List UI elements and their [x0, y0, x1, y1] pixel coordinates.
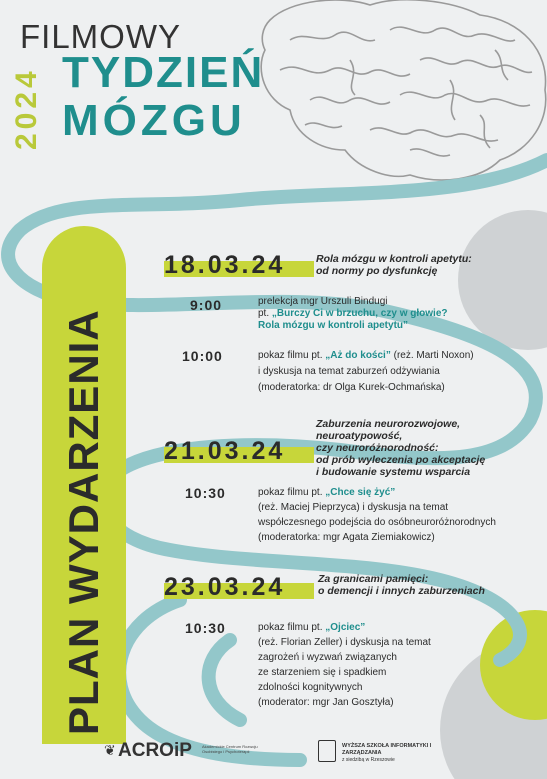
title-line-1: FILMOWY	[20, 18, 181, 55]
side-title: PLAN WYDARZENIA	[60, 309, 107, 735]
topic-line: Rola mózgu w kontroli apetytu:	[316, 253, 472, 265]
title-year: 2024	[10, 67, 43, 150]
acroip-logo-subtitle: Akademickie Centrum Rozwoju Osobistego i Psychoterapii	[202, 744, 258, 754]
day-1-date: 18.03.24	[164, 251, 286, 279]
day-3-date: 23.03.24	[164, 573, 286, 601]
day-1-event-1-time: 9:00	[190, 297, 223, 313]
topic-line: Za granicami pamięci:	[318, 573, 429, 585]
topic-line: czy neuroróżnorodność:	[316, 442, 439, 454]
desc-line: pokaz filmu pt. „Aż do kości” (reż. Marti Noxon)	[258, 350, 474, 361]
day-2-date: 21.03.24	[164, 437, 286, 465]
wsiz-logo: WYŻSZA SZKOŁA INFORMATYKI I ZARZĄDZANIA	[342, 743, 432, 756]
wsiz-logo-subtitle: z siedzibą w Rzeszowie	[342, 757, 395, 763]
day-2	[164, 437, 285, 466]
day-3	[164, 573, 285, 602]
desc-line: (reż. Maciej Pieprzyca) i dyskusja na temat	[258, 502, 449, 513]
day-1-event-2-desc	[258, 348, 474, 396]
day-2-event-1-time: 10:30	[185, 485, 226, 501]
day-3-event-1-desc	[258, 620, 431, 710]
topic-line: Zaburzenia neurorozwojowe,	[316, 418, 461, 430]
day-1-topic	[316, 253, 472, 277]
topic-line: od prób wyleczenia po akceptację	[316, 454, 486, 466]
acroip-logo: ACROiP	[118, 740, 192, 761]
day-2-event-1-desc	[258, 485, 496, 545]
desc-line: (reż. Florian Zeller) i dyskusja na temat	[258, 637, 431, 648]
topic-line: od normy po dysfunkcję	[316, 265, 438, 277]
wsiz-crest-icon	[318, 740, 336, 762]
day-3-topic	[318, 573, 485, 597]
desc-line: (moderatorka: mgr Agata Ziemiakowicz)	[258, 532, 435, 543]
desc-line: (moderatorka: dr Olga Kurek-Ochmańska)	[258, 382, 445, 393]
desc-line: (moderator: mgr Jan Gosztyła)	[258, 697, 394, 708]
desc-line: pokaz filmu pt. „Ojciec”	[258, 622, 366, 633]
day-1-event-1-desc	[258, 296, 448, 332]
acroip-logo-icon: ❦	[104, 742, 116, 758]
day-3-event-1-time: 10:30	[185, 620, 226, 636]
desc-line: zdolności kognitywnych	[258, 682, 363, 693]
day-1	[164, 251, 285, 280]
topic-line: neuroatypowość,	[316, 430, 403, 442]
topic-line: i budowanie systemu wsparcia	[316, 466, 471, 478]
desc-line: pokaz filmu pt. „Chce się żyć”	[258, 487, 396, 498]
desc-line: Rola mózgu w kontroli apetytu”	[258, 320, 409, 331]
desc-line: zagrożeń i wyzwań związanych	[258, 652, 397, 663]
day-2-topic	[316, 418, 485, 478]
desc-line: ze starzeniem się i spadkiem	[258, 667, 387, 678]
desc-line: pt. „Burczy Ci w brzuchu, czy w głowie?	[258, 308, 448, 319]
day-1-event-2-time: 10:00	[182, 348, 223, 364]
desc-line: współczesnego podejścia do osóbneuroróżnorodnych	[258, 517, 496, 528]
desc-line: prelekcja mgr Urszuli Bindugi	[258, 296, 388, 307]
title-line-3: MÓZGU	[62, 96, 246, 145]
topic-line: o demencji i innych zaburzeniach	[318, 585, 485, 597]
title-line-2: TYDZIEŃ	[62, 48, 265, 97]
desc-line: i dyskusja na temat zaburzeń odżywiania	[258, 366, 440, 377]
